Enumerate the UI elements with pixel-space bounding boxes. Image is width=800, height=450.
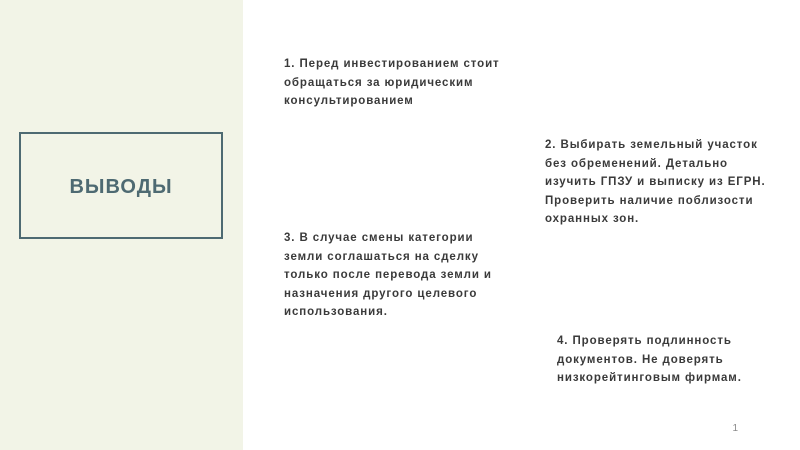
point-line: использования. [284,306,388,318]
point-line: земли соглашаться на сделку [284,250,479,263]
left-panel [0,0,243,450]
page-number: 1 [732,423,738,434]
point-line: Проверить наличие поблизости [545,194,754,207]
point-line: назначения другого целевого [284,287,478,300]
title-box [19,132,223,239]
point-line: изучить ГПЗУ и выписку из ЕГРН. [545,176,766,188]
conclusion-point-2 [545,136,766,229]
point-line: низкорейтинговым фирмам. [557,372,742,384]
point-line: без обременений. Детально [545,157,728,170]
point-line: консультированием [284,95,414,107]
point-line: обращаться за юридическим [284,76,474,89]
conclusion-point-1 [284,55,500,111]
point-line: 1. Перед инвестированием стоит [284,58,500,70]
point-line: только после перевода земли и [284,269,492,281]
point-line: 3. В случае смены категории [284,232,474,244]
slide-title: ВЫВОДЫ [69,176,173,198]
point-line: 4. Проверять подлинность [557,335,732,347]
point-line: 2. Выбирать земельный участок [545,139,758,151]
conclusion-point-3 [284,229,492,322]
point-line: охранных зон. [545,213,640,225]
point-line: документов. Не доверять [557,353,724,366]
conclusion-point-4 [557,332,742,388]
